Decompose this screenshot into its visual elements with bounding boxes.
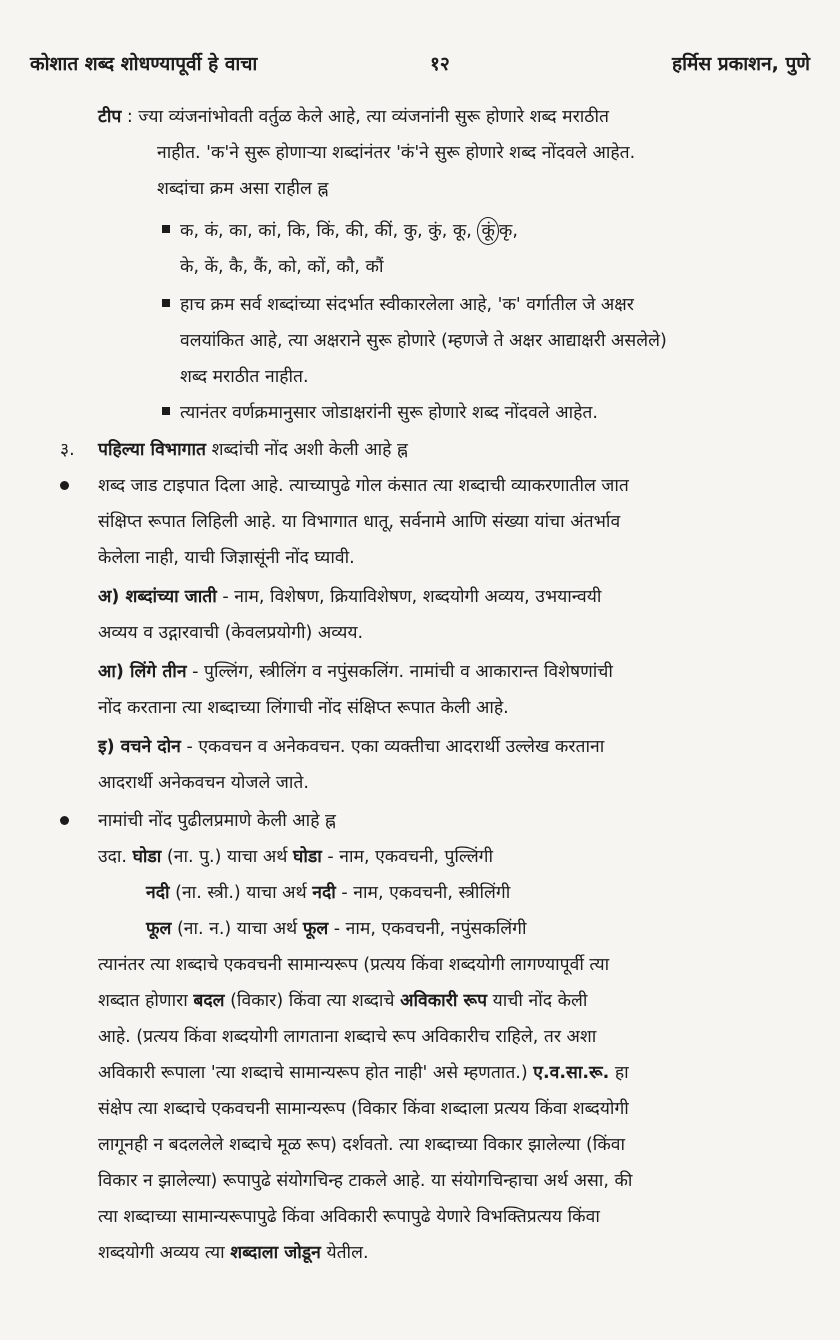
i-line-2: आदरार्थी अनेकवचन योजले जाते. — [98, 773, 309, 793]
tip-line-3: शब्दांचा क्रम असा राहील ह्न — [157, 179, 329, 199]
header-title: कोशात शब्द शोधण्यापूर्वी हे वाचा — [30, 53, 258, 75]
tip-line-1 — [98, 102, 609, 134]
example-mid: (ना. पु.) याचा अर्थ — [166, 847, 288, 867]
tip-bullet-2-line-2: वलयांकित आहे, त्या अक्षराने सुरू होणारे (म्हणजे ते अक्षर आद्याक्षरी असलेले) — [180, 331, 667, 351]
para3-text: शब्दात होणारा — [98, 991, 188, 1011]
tip-line-2: नाहीत. 'क'ने सुरू होणाऱ्या शब्दांनंतर 'कं'ने सुरू होणारे शब्द नोंदवले आहेत. — [157, 143, 636, 163]
example-2 — [146, 878, 510, 910]
example-end: - नाम, एकवचनी, पुल्लिंगी — [327, 847, 494, 867]
publisher-name: हर्मिस प्रकाशन, पुणे — [672, 53, 810, 75]
para3-line-2 — [98, 986, 587, 1018]
example-prefix: उदा. — [98, 847, 127, 867]
para3-text: येतील. — [326, 1243, 369, 1263]
section-3-heading — [98, 435, 408, 467]
tip-label: टीप — [98, 107, 122, 127]
para3-text: अविकारी रूपाला 'त्या शब्दाचे सामान्यरूप होत नाही' असे म्हणतात.) — [98, 1063, 528, 1083]
para3-line-5: संक्षेप त्या शब्दाचे एकवचनी सामान्यरूप (विकार किंवा शब्दाला प्रत्यय किंवा शब्दयोगी — [98, 1099, 629, 1119]
para3-text: हा — [614, 1063, 629, 1083]
para1-line-3: केलेला नाही, याची जिज्ञासूंनी नोंद घ्यावी. — [98, 548, 355, 568]
para3-text: (विकार) किंवा त्या शब्दाचे — [230, 991, 395, 1011]
circled-letter: कूं — [477, 217, 498, 245]
para3-line-6: लागूनही न बदललेले शब्दाचे मूळ रूप) दर्शवतो. त्या शब्दाच्या विकार झालेल्या (किंवा — [98, 1135, 626, 1155]
section-number: ३. — [60, 440, 75, 460]
round-bullet-icon — [60, 816, 69, 825]
sequence-line-2: के, कें, कै, कैं, को, कों, कौ, कौं — [180, 257, 384, 277]
numbers-heading: इ) वचने दोन — [98, 737, 181, 757]
numbers-text: - एकवचन व अनेकवचन. एका व्यक्तीचा आदरार्थी उल्लेख करताना — [186, 737, 605, 757]
tip-bullet-3 — [162, 398, 598, 430]
para3-line-3: आहे. (प्रत्यय किंवा शब्दयोगी लागताना शब्दाचे रूप अविकारीच राहिले, तर अशा — [98, 1027, 597, 1047]
example-end: - नाम, एकवचनी, नपुंसकलिंगी — [333, 919, 527, 939]
para3-line-9 — [98, 1238, 369, 1270]
tip-bullet-3-text: त्यानंतर वर्णक्रमानुसार जोडाक्षरांनी सुरू होणारे शब्द नोंदवले आहेत. — [180, 403, 598, 423]
genders-text: - पुल्लिंग, स्त्रीलिंग व नपुंसकलिंग. नामांची व आकारान्त विशेषणांची — [192, 662, 613, 682]
example-end: - नाम, एकवचनी, स्त्रीलिंगी — [341, 883, 511, 903]
example-word: फूल — [302, 919, 329, 939]
para3-line-8: त्या शब्दाच्या सामान्यरूपापुढे किंवा अविकारी रूपापुढे येणारे विभक्तिप्रत्यय किंवा — [98, 1207, 600, 1227]
example-1 — [98, 842, 493, 874]
i-line-1 — [98, 732, 604, 764]
para3-text: शब्दयोगी अव्यय त्या — [98, 1243, 225, 1263]
aa-line-2: नोंद करताना त्या शब्दाच्या लिंगाची नोंद संक्षिप्त रूपात केली आहे. — [98, 698, 509, 718]
example-3 — [146, 914, 527, 946]
example-word: घोडा — [132, 847, 162, 867]
sequence-text-1: क, कं, का, कां, कि, किं, की, कीं, कु, कुं, कू, — [180, 221, 472, 241]
round-bullet-icon — [60, 481, 69, 490]
para1-line-1: शब्द जाड टाइपात दिला आहे. त्याच्यापुढे गोल कंसात त्या शब्दाची व्याकरणातील जात — [98, 476, 629, 496]
example-word: नदी — [312, 883, 336, 903]
square-bullet-icon — [162, 225, 170, 233]
para2-line-1: नामांची नोंद पुढीलप्रमाणे केली आहे ह्न — [98, 811, 336, 831]
para3-line-4 — [98, 1058, 629, 1090]
section-3-bold: पहिल्या विभागात — [98, 440, 206, 460]
para3-bold: ए.व.सा.रू. — [533, 1063, 610, 1083]
section-3-rest: शब्दांची नोंद अशी केली आहे ह्न — [211, 440, 408, 460]
word-types-heading: अ) शब्दांच्या जाती — [98, 587, 217, 607]
tip-bullet-2-line-1 — [162, 290, 634, 322]
square-bullet-icon — [162, 299, 170, 307]
para3-line-1: त्यानंतर त्या शब्दाचे एकवचनी सामान्यरूप (प्रत्यय किंवा शब्दयोगी लागण्यापूर्वी त्या — [98, 955, 610, 975]
aa-line-1 — [98, 657, 613, 689]
example-word: नदी — [146, 883, 170, 903]
tip-bullet-2-line-3: शब्द मराठीत नाहीत. — [180, 367, 309, 387]
para3-text: याची नोंद केली — [492, 991, 588, 1011]
sequence-line-1 — [162, 216, 518, 248]
tip-bullet-2-text: हाच क्रम सर्व शब्दांच्या संदर्भात स्वीकारलेला आहे, 'क' वर्गातील जे अक्षर — [180, 295, 634, 315]
example-word: फूल — [146, 919, 172, 939]
para3-bold: शब्दाला जोडून — [230, 1243, 321, 1263]
word-types-text: - नाम, विशेषण, क्रियाविशेषण, शब्दयोगी अव्यय, उभयान्वयी — [222, 587, 602, 607]
page-number: १२ — [430, 53, 450, 75]
example-mid: (ना. न.) याचा अर्थ — [176, 919, 298, 939]
tip-text-1: ज्या व्यंजनांभोवती वर्तुळ केले आहे, त्या व्यंजनांनी सुरू होणारे शब्द मराठीत — [138, 107, 609, 127]
gender-a-line-2: अव्यय व उद्गारवाची (केवलप्रयोगी) अव्यय. — [98, 623, 364, 643]
sequence-text-1b: कृ, — [498, 221, 518, 241]
para3-bold: बदल — [193, 991, 225, 1011]
para1-line-2: संक्षिप्त रूपात लिहिली आहे. या विभागात धातू, सर्वनामे आणि संख्या यांचा अंतर्भाव — [98, 512, 621, 532]
tip-colon: : — [126, 107, 133, 127]
para3-bold: अविकारी रूप — [400, 991, 488, 1011]
page-header — [30, 50, 810, 82]
square-bullet-icon — [162, 407, 170, 415]
example-mid: (ना. स्त्री.) याचा अर्थ — [175, 883, 307, 903]
gender-a-line-1 — [98, 582, 601, 614]
para3-line-7: विकार न झालेल्या) रूपापुढे संयोगचिन्ह टाकले आहे. या संयोगचिन्हाचा अर्थ असा, की — [98, 1171, 633, 1191]
genders-heading: आ) लिंगे तीन — [98, 662, 187, 682]
example-word: घोडा — [293, 847, 322, 867]
